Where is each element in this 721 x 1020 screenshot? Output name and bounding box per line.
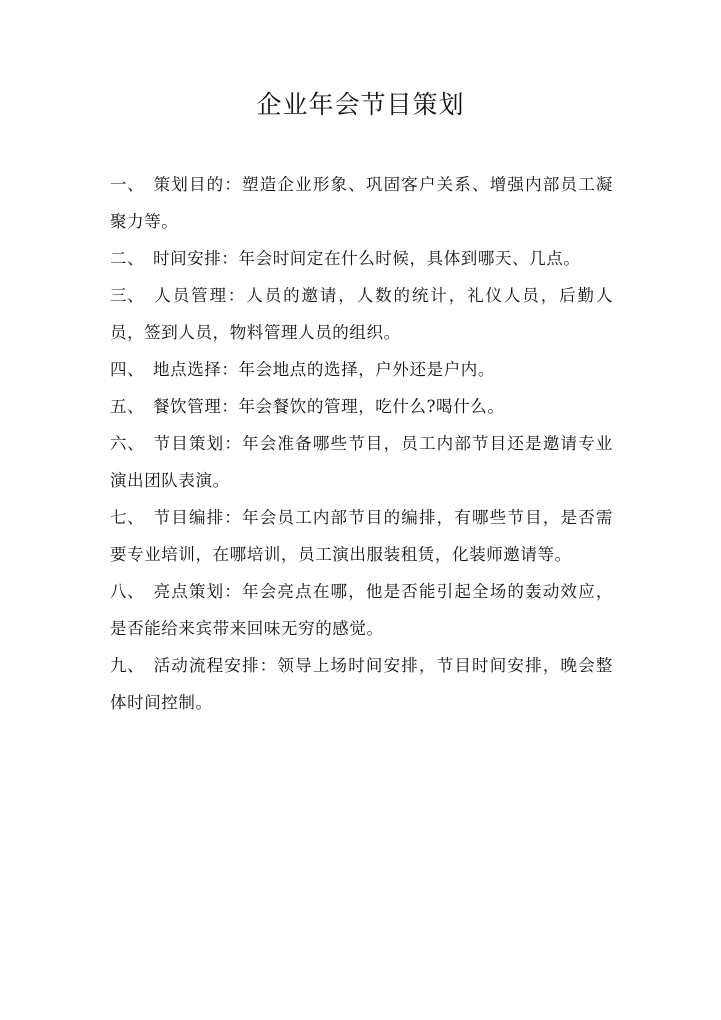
list-item-3	[110, 277, 613, 351]
item-text: 人员管理：人员的邀请，人数的统计，礼仪人员，后勤人员，签到人员，物料管理人员的组织。	[110, 286, 613, 342]
item-text: 活动流程安排：领导上场时间安排，节目时间安排，晚会整体时间控制。	[110, 656, 613, 712]
list-item-1	[110, 166, 613, 240]
item-number: 九、	[110, 656, 145, 675]
list-item-2	[110, 240, 613, 277]
item-number: 七、	[110, 508, 145, 527]
item-number: 六、	[110, 434, 145, 453]
item-text: 节目编排：年会员工内部节目的编排，有哪些节目，是否需要专业培训，在哪培训，员工演出服装租赁，化装师邀请等。	[110, 508, 613, 564]
document-title: 企业年会节目策划	[256, 90, 465, 119]
item-text: 节目策划：年会准备哪些节目，员工内部节目还是邀请专业演出团队表演。	[110, 434, 613, 490]
list-item-5	[110, 388, 613, 425]
list-item-8	[110, 573, 613, 647]
item-text: 亮点策划：年会亮点在哪，他是否能引起全场的轰动效应，是否能给来宾带来回味无穷的感觉。	[110, 582, 613, 638]
item-text: 地点选择：年会地点的选择，户外还是户内。	[153, 360, 495, 379]
item-number: 三、	[110, 286, 145, 305]
item-text: 策划目的：塑造企业形象、巩固客户关系、增强内部员工凝聚力等。	[110, 175, 613, 231]
item-number: 二、	[110, 249, 145, 268]
item-number: 五、	[110, 397, 145, 416]
item-text: 时间安排：年会时间定在什么时候，具体到哪天、几点。	[153, 249, 581, 268]
item-text: 餐饮管理：年会餐饮的管理，吃什么?喝什么。	[153, 397, 505, 416]
list-item-4	[110, 351, 613, 388]
item-number: 八、	[110, 582, 145, 601]
document-body	[110, 166, 613, 721]
list-item-7	[110, 499, 613, 573]
item-number: 四、	[110, 360, 145, 379]
item-number: 一、	[110, 175, 145, 194]
list-item-6	[110, 425, 613, 499]
list-item-9	[110, 647, 613, 721]
